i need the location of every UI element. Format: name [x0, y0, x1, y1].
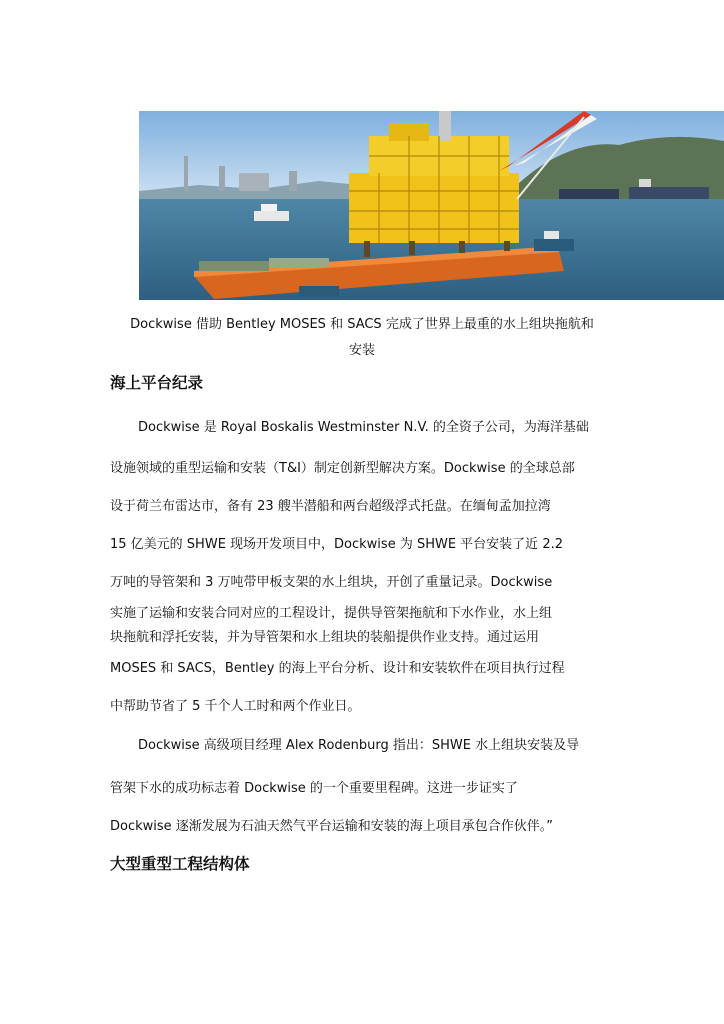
text-line: Dockwise 高级项目经理 Alex Rodenburg 指出：SHWE 水上组块安装及导: [138, 738, 580, 753]
text-line: 万吨的导管架和 3 万吨带甲板支架的水上组块，开创了重量记录。Dockwise: [110, 575, 553, 590]
caption-line: Dockwise 借助 Bentley MOSES 和 SACS 完成了世界上最重的水上组块拖航和: [130, 317, 594, 332]
text-line: MOSES 和 SACS，Bentley 的海上平台分析、设计和安装软件在项目执行过程: [110, 661, 565, 676]
text-line: Dockwise 逐渐发展为石油天然气平台运输和安装的海上项目承包合作伙伴。”: [110, 819, 554, 834]
text-line: 中帮助节省了 5 千个人工时和两个作业日。: [110, 699, 361, 714]
text-line: 实施了运输和安装合同对应的工程设计，提供导管架拖航和下水作业，水上组: [110, 606, 553, 621]
text-line: 管架下水的成功标志着 Dockwise 的一个重要里程碑。这进一步证实了: [110, 781, 518, 796]
text-line: 块拖航和浮托安装，并为导管架和水上组块的装船提供作业支持。通过运用: [110, 630, 540, 645]
platform-illustration: [139, 111, 724, 300]
text-line: 设于荷兰布雷达市，备有 23 艘半潜船和两台超级浮式托盘。在缅甸孟加拉湾: [110, 499, 551, 514]
text-line: 15 亿美元的 SHWE 现场开发项目中，Dockwise 为 SHWE 平台安装了近 2.2: [110, 537, 563, 552]
text-line: 设施领域的重型运输和安装（T&I）制定创新型解决方案。Dockwise 的全球总部: [110, 461, 575, 476]
section-title-offshore-record: 海上平台纪录: [110, 374, 204, 392]
paragraph-dockwise-intro: [110, 414, 610, 726]
caption-line: 安装: [348, 343, 375, 358]
paragraph-project-manager-quote: [110, 732, 610, 846]
section-title-heavy-structures: 大型重型工程结构体: [110, 855, 250, 873]
photo-caption: [110, 312, 614, 364]
text-line: Dockwise 是 Royal Boskalis Westminster N.V. 的全资子公司，为海洋基础: [138, 420, 589, 435]
offshore-platform-photo: [139, 111, 724, 300]
